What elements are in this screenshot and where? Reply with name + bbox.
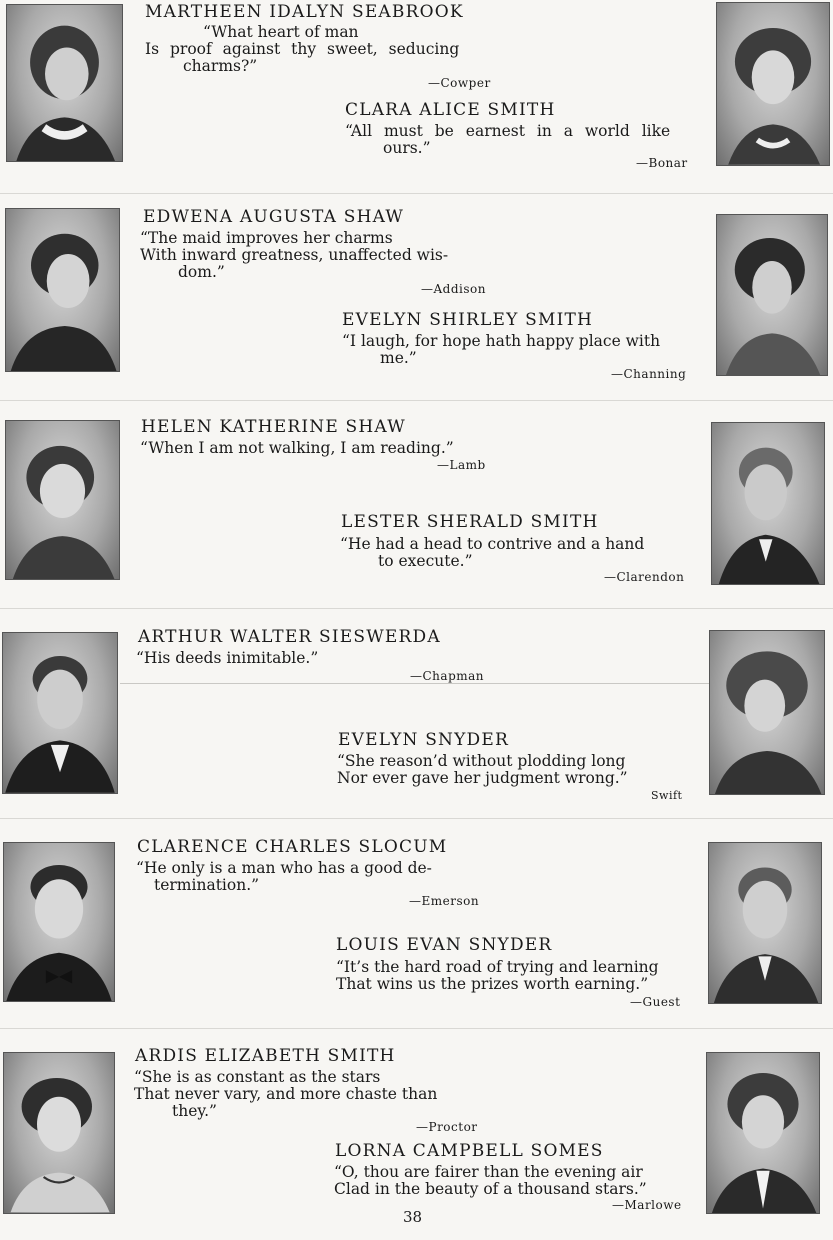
- portrait-silhouette-icon: [710, 631, 824, 794]
- quote-line: With inward greatness, unaffected wis-: [140, 246, 449, 264]
- quote-author: Swift: [651, 789, 683, 802]
- portrait-silhouette-icon: [3, 633, 117, 793]
- student-quote: [136, 650, 318, 667]
- divider: [0, 818, 833, 819]
- quote-line: they.”: [172, 1102, 217, 1120]
- quote-line: “She reason’d without plodding long: [337, 752, 626, 770]
- student-quote: [136, 860, 432, 894]
- quote-author: —Chapman: [410, 669, 485, 683]
- quote-line: me.”: [380, 349, 417, 367]
- portrait-photo: [711, 422, 825, 585]
- student-quote: [336, 959, 659, 993]
- student-quote: [337, 753, 628, 787]
- portrait-photo: [706, 1052, 820, 1214]
- student-name: LORNA CAMPBELL SOMES: [335, 1141, 604, 1161]
- portrait-photo: [708, 842, 822, 1004]
- portrait-silhouette-icon: [717, 215, 827, 375]
- student-quote: [134, 1069, 437, 1120]
- quote-line: “All must be earnest in a world like: [345, 122, 671, 140]
- divider: [0, 193, 833, 194]
- student-quote: [342, 333, 660, 367]
- student-quote: [140, 230, 448, 281]
- student-quote: [340, 536, 644, 570]
- portrait-silhouette-icon: [707, 1053, 819, 1213]
- portrait-silhouette-icon: [6, 421, 119, 579]
- quote-line: “He only is a man who has a good de-: [136, 859, 432, 877]
- quote-line: dom.”: [178, 263, 225, 281]
- student-quote: [145, 24, 459, 75]
- portrait-photo: [716, 214, 828, 376]
- quote-author: —Proctor: [416, 1120, 478, 1134]
- divider: [120, 683, 710, 684]
- quote-line: “I laugh, for hope hath happy place with: [342, 332, 661, 350]
- quote-line: “When I am not walking, I am reading.”: [140, 439, 454, 457]
- quote-line: That never vary, and more chaste than: [134, 1085, 438, 1103]
- page-number: 38: [403, 1208, 423, 1226]
- quote-author: —Cowper: [428, 76, 491, 90]
- portrait-photo: [3, 1052, 115, 1214]
- student-name: ARTHUR WALTER SIESWERDA: [138, 627, 441, 647]
- divider: [0, 1028, 833, 1029]
- student-quote: [334, 1164, 647, 1198]
- portrait-photo: [6, 4, 123, 162]
- student-name: LOUIS EVAN SNYDER: [336, 935, 553, 955]
- student-name: EVELYN SNYDER: [338, 730, 509, 750]
- quote-line: That wins us the prizes worth earning.”: [336, 975, 649, 993]
- quote-author: —Addison: [421, 282, 486, 296]
- portrait-photo: [3, 842, 115, 1002]
- portrait-silhouette-icon: [717, 3, 829, 165]
- portrait-photo: [709, 630, 825, 795]
- quote-line: Nor ever gave her judgment wrong.”: [337, 769, 628, 787]
- student-name: ARDIS ELIZABETH SMITH: [135, 1046, 396, 1066]
- student-name: HELEN KATHERINE SHAW: [141, 417, 406, 437]
- student-name: MARTHEEN IDALYN SEABROOK: [145, 2, 464, 22]
- divider: [0, 608, 833, 609]
- quote-line: Clad in the beauty of a thousand stars.”: [334, 1180, 647, 1198]
- quote-author: —Guest: [630, 995, 681, 1009]
- quote-line: “It’s the hard road of trying and learning: [336, 958, 659, 976]
- quote-line: charms?”: [183, 57, 258, 75]
- quote-line: termination.”: [154, 876, 260, 894]
- quote-line: ours.”: [383, 139, 431, 157]
- student-name: EDWENA AUGUSTA SHAW: [143, 207, 405, 227]
- student-name: EVELYN SHIRLEY SMITH: [342, 310, 594, 330]
- quote-author: —Lamb: [437, 458, 486, 472]
- portrait-photo: [5, 420, 120, 580]
- quote-line: “What heart of man: [203, 23, 359, 41]
- portrait-silhouette-icon: [4, 843, 114, 1001]
- student-name: CLARENCE CHARLES SLOCUM: [137, 837, 448, 857]
- portrait-photo: [716, 2, 830, 166]
- quote-author: —Channing: [611, 367, 687, 381]
- quote-line: “He had a head to contrive and a hand: [340, 535, 645, 553]
- quote-line: Is proof against thy sweet, seducing: [145, 40, 460, 58]
- portrait-silhouette-icon: [7, 5, 122, 161]
- portrait-silhouette-icon: [712, 423, 824, 584]
- student-name: CLARA ALICE SMITH: [345, 100, 556, 120]
- portrait-photo: [5, 208, 120, 372]
- divider: [0, 400, 833, 401]
- quote-line: “The maid improves her charms: [140, 229, 393, 247]
- quote-author: —Bonar: [636, 156, 688, 170]
- student-quote: [345, 123, 670, 157]
- student-quote: [140, 440, 454, 457]
- quote-author: —Emerson: [409, 894, 480, 908]
- portrait-silhouette-icon: [709, 843, 821, 1003]
- quote-line: “She is as constant as the stars: [134, 1068, 381, 1086]
- quote-author: —Marlowe: [612, 1198, 682, 1212]
- portrait-silhouette-icon: [4, 1053, 114, 1213]
- quote-line: to execute.”: [378, 552, 473, 570]
- student-name: LESTER SHERALD SMITH: [341, 512, 599, 532]
- portrait-photo: [2, 632, 118, 794]
- portrait-silhouette-icon: [6, 209, 119, 371]
- quote-line: “His deeds inimitable.”: [136, 649, 319, 667]
- quote-author: —Clarendon: [604, 570, 685, 584]
- quote-line: “O, thou are fairer than the evening air: [334, 1163, 643, 1181]
